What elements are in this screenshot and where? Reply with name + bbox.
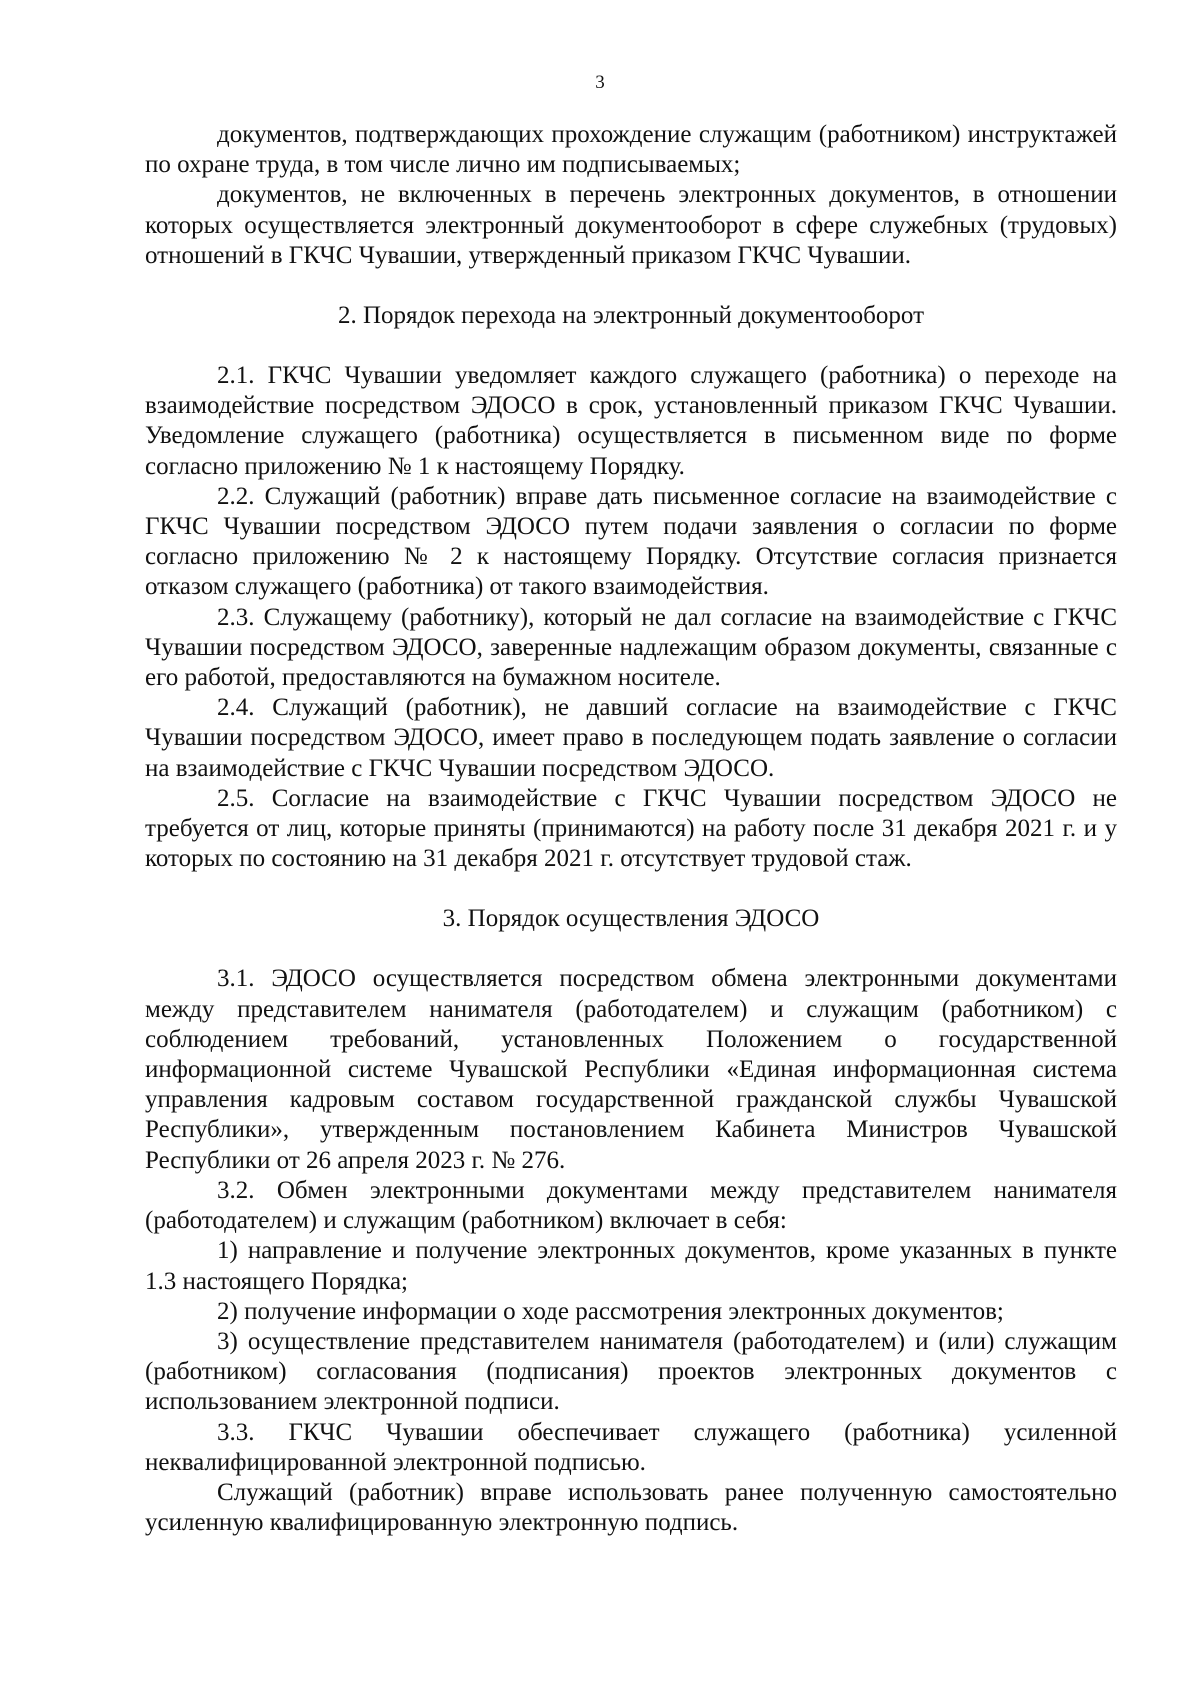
clause-2-1: 2.1. ГКЧС Чувашии уведомляет каждого служащего (работника) о переходе на взаимодействие посредством ЭДОСО в срок, установленный приказом ГКЧС Чувашии. Уведомление служащего (работника) осуществляется в письменном виде по форме согласно приложению № 1 к настоящему Порядку. [145, 362, 1117, 480]
clause-2-3: 2.3. Служащему (работнику), который не дал согласие на взаимодействие с ГКЧС Чувашии посредством ЭДОСО, заверенные надлежащим образом документы, связанные с его работой, предоставляются на бумажном носителе. [145, 603, 1117, 692]
clause-2-5: 2.5. Согласие на взаимодействие с ГКЧС Чувашии посредством ЭДОСО не требуется от лиц, которые приняты (принимаются) на работу после 31 декабря 2021 г. и у которых по состоянию на 31 декабря 2021 г. отсутствует трудовой стаж. [145, 784, 1117, 873]
intro-paragraph: документов, не включенных в перечень электронных документов, в отношении которых осуществляется электронный документооборот в сфере служебных (трудовых) отношений в ГКЧС Чувашии, утвержденный приказом ГКЧС Чувашии. [145, 181, 1117, 269]
section-2-heading: 2. Порядок перехода на электронный документооборот [338, 302, 924, 330]
list-item-1: 1) направление и получение электронных документов, кроме указанных в пункте 1.3 настоящего Порядка; [145, 1237, 1117, 1295]
clause-2-4: 2.4. Служащий (работник), не давший согласие на взаимодействие с ГКЧС Чувашии посредством ЭДОСО, имеет право в последующем подать заявление о согласии на взаимодействие с ГКЧС Чувашии посредством ЭДОСО. [145, 694, 1117, 782]
list-item-3: 3) осуществление представителем нанимателя (работодателем) и (или) служащим (работником) согласования (подписания) проектов электронных документов с использованием электронной подписи. [145, 1327, 1117, 1416]
clause-3-1: 3.1. ЭДОСО осуществляется посредством обмена электронными документами между представителем нанимателя (работодателем) и служащим (работником) с соблюдением требований, установленных Положением о государственной информационной системе Чувашской Республики «Единая информационная система управления кадровым составом государственной гражданской службы Чувашской Республики», утвержденным постановлением Кабинета Министров Чувашской Республики от 26 апреля 2023 г. № 276. [145, 965, 1117, 1174]
page-number: 3 [595, 72, 605, 93]
clause-3-3-continuation: Служащий (работник) вправе использовать ранее полученную самостоятельно усиленную квалифицированную электронную подпись. [145, 1478, 1117, 1537]
clause-3-2: 3.2. Обмен электронными документами между представителем нанимателя (работодателем) и служащим (работником) включает в себя: [145, 1176, 1117, 1235]
document-body [145, 120, 1117, 1538]
intro-paragraph: документов, подтверждающих прохождение служащим (работником) инструктажей по охране труда, в том числе лично им подписываемых; [145, 121, 1117, 179]
clause-2-2: 2.2. Служащий (работник) вправе дать письменное согласие на взаимодействие с ГКЧС Чувашии посредством ЭДОСО путем подачи заявления о согласии по форме согласно приложению № 2 к настоящему Порядку. Отсутствие согласия признается отказом служащего (работника) от такого взаимодействия. [145, 482, 1117, 601]
section-3-heading: 3. Порядок осуществления ЭДОСО [442, 905, 820, 933]
clause-3-3: 3.3. ГКЧС Чувашии обеспечивает служащего (работника) усиленной неквалифицированной электронной подписью. [145, 1418, 1117, 1476]
list-item-2: 2) получение информации о ходе рассмотрения электронных документов; [217, 1297, 1004, 1325]
